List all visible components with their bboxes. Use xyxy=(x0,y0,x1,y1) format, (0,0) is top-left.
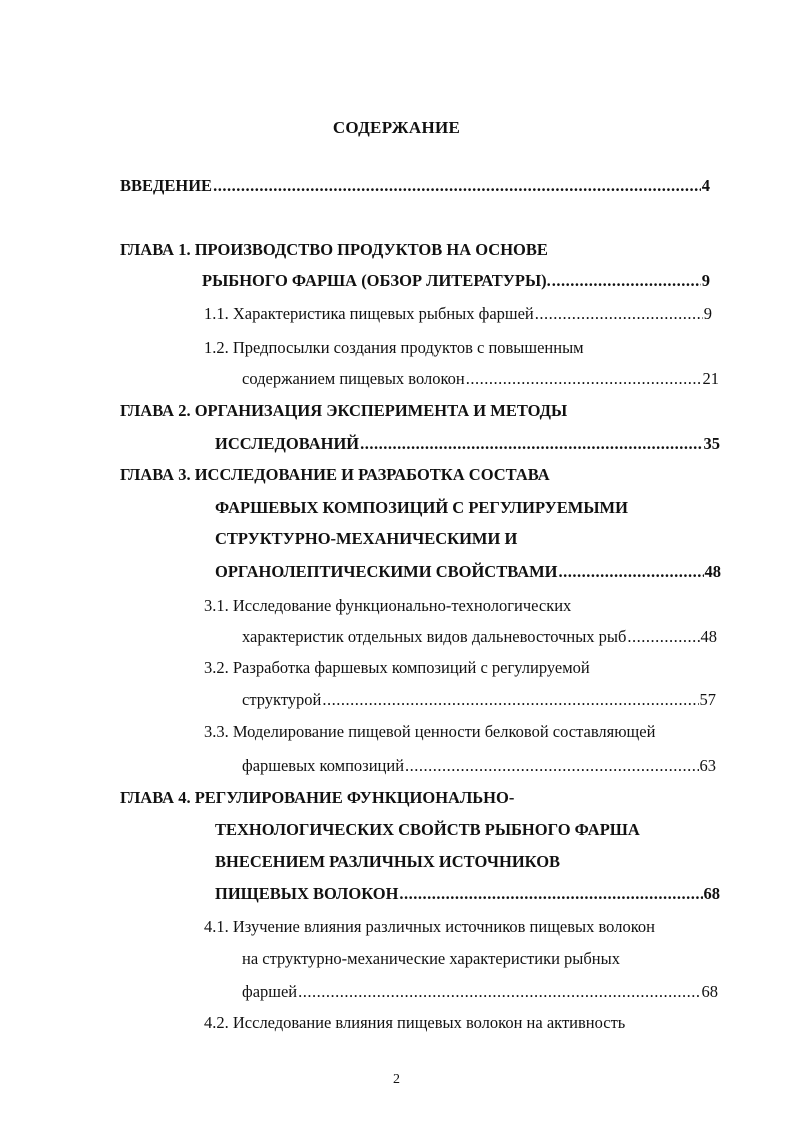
leader-dots xyxy=(466,369,702,389)
toc-entry-text: характеристик отдельных видов дальневосточных рыб xyxy=(242,627,627,646)
toc-section-4-1-line-2: на структурно-механические характеристики рыбных xyxy=(242,949,620,968)
toc-chapter-4-line-1: ГЛАВА 4. РЕГУЛИРОВАНИЕ ФУНКЦИОНАЛЬНО- xyxy=(120,788,515,807)
toc-page-number: 4 xyxy=(701,176,710,195)
toc-section-1-1 xyxy=(204,304,712,324)
toc-chapter-3-line-3: СТРУКТУРНО-МЕХАНИЧЕСКИМИ И xyxy=(215,529,518,548)
toc-chapter-2-line-2 xyxy=(215,434,720,454)
toc-section-1-2-line-1: 1.2. Предпосылки создания продуктов с повышенным xyxy=(204,338,584,357)
toc-chapter-3-line-1: ГЛАВА 3. ИССЛЕДОВАНИЕ И РАЗРАБОТКА СОСТАВА xyxy=(120,465,550,484)
toc-chapter-4-line-2: ТЕХНОЛОГИЧЕСКИХ СВОЙСТВ РЫБНОГО ФАРША xyxy=(215,820,640,839)
leader-dots xyxy=(627,627,699,647)
leader-dots xyxy=(298,982,700,1002)
toc-page-number: 68 xyxy=(701,982,718,1001)
toc-entry-text: ВВЕДЕНИЕ xyxy=(120,176,213,195)
leader-dots xyxy=(360,434,702,454)
toc-chapter-3-line-2: ФАРШЕВЫХ КОМПОЗИЦИЙ С РЕГУЛИРУЕМЫМИ xyxy=(215,498,628,517)
toc-chapter-2-line-1: ГЛАВА 2. ОРГАНИЗАЦИЯ ЭКСПЕРИМЕНТА И МЕТОДЫ xyxy=(120,401,568,420)
toc-section-3-2-line-1: 3.2. Разработка фаршевых композиций с регулируемой xyxy=(204,658,590,677)
toc-chapter-4-line-4 xyxy=(215,884,720,904)
toc-page-number: 35 xyxy=(703,434,720,453)
toc-chapter-3-line-4 xyxy=(215,562,721,582)
toc-entry-text: ПИЩЕВЫХ ВОЛОКОН xyxy=(215,884,399,903)
toc-entry-text: содержанием пищевых волокон xyxy=(242,369,465,388)
toc-page-number: 21 xyxy=(702,369,719,388)
toc-page-number: 48 xyxy=(700,627,717,646)
leader-dots xyxy=(322,690,698,710)
toc-section-3-2-line-2 xyxy=(242,690,716,710)
toc-section-4-1-line-3 xyxy=(242,982,718,1002)
leader-dots xyxy=(552,271,701,291)
toc-entry-intro xyxy=(120,176,710,196)
toc-chapter-1-line-2 xyxy=(202,271,710,291)
toc-entry-text: РЫБНОГО ФАРША (ОБЗОР ЛИТЕРАТУРЫ). xyxy=(202,271,551,290)
toc-page-number: 9 xyxy=(703,304,712,323)
toc-page-number: 63 xyxy=(699,756,716,775)
toc-chapter-4-line-3: ВНЕСЕНИЕМ РАЗЛИЧНЫХ ИСТОЧНИКОВ xyxy=(215,852,561,871)
toc-section-1-2-line-2 xyxy=(242,369,719,389)
toc-chapter-1-line-1: ГЛАВА 1. ПРОИЗВОДСТВО ПРОДУКТОВ НА ОСНОВЕ xyxy=(120,240,548,259)
toc-entry-text: структурой xyxy=(242,690,322,709)
leader-dots xyxy=(559,562,704,582)
page-number: 2 xyxy=(393,1072,400,1087)
toc-entry-text: ОРГАНОЛЕПТИЧЕСКИМИ СВОЙСТВАМИ xyxy=(215,562,558,581)
toc-page-number: 57 xyxy=(699,690,716,709)
toc-page-number: 68 xyxy=(703,884,720,903)
toc-page-number: 48 xyxy=(704,562,721,581)
leader-dots xyxy=(535,304,703,324)
toc-section-3-3-line-1: 3.3. Моделирование пищевой ценности белковой составляющей xyxy=(204,722,656,741)
toc-section-3-3-line-2 xyxy=(242,756,716,776)
toc-page-number: 9 xyxy=(701,271,710,290)
leader-dots xyxy=(405,756,698,776)
toc-entry-text: 1.1. Характеристика пищевых рыбных фаршей xyxy=(204,304,534,323)
toc-section-4-2-line-1: 4.2. Исследование влияния пищевых волокон на активность xyxy=(204,1013,626,1032)
toc-entry-text: фаршевых композиций xyxy=(242,756,405,775)
page-title: СОДЕРЖАНИЕ xyxy=(332,118,461,137)
leader-dots xyxy=(399,884,702,904)
toc-section-3-1-line-1: 3.1. Исследование функционально-технологических xyxy=(204,596,572,615)
toc-section-4-1-line-1: 4.1. Изучение влияния различных источников пищевых волокон xyxy=(204,917,655,936)
toc-section-3-1-line-2 xyxy=(242,627,717,647)
leader-dots xyxy=(213,176,701,196)
toc-entry-text: фаршей xyxy=(242,982,298,1001)
toc-entry-text: ИССЛЕДОВАНИЙ xyxy=(215,434,360,453)
